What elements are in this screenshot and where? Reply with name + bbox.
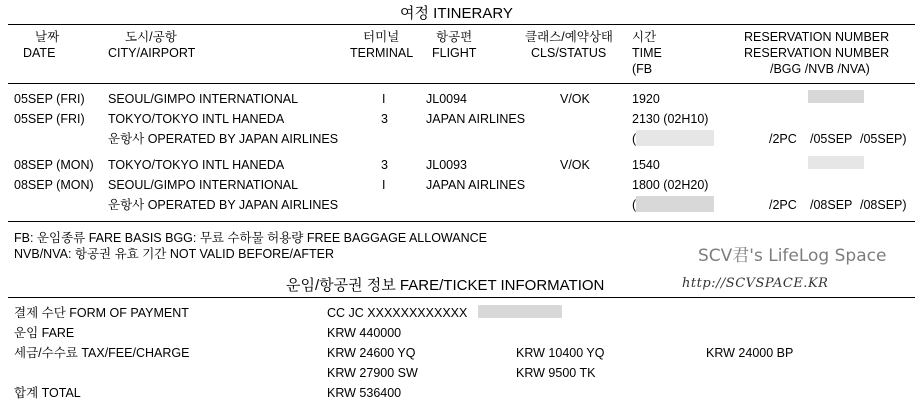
seg2-arr-terminal: I <box>382 178 386 192</box>
seg1-nva: /05SEP) <box>860 132 907 146</box>
title-divider <box>8 24 915 25</box>
header-date-ko: 날짜 <box>35 30 60 44</box>
header-divider <box>8 83 915 84</box>
seg1-status: V/OK <box>560 92 590 106</box>
tax-label: 세금/수수료 TAX/FEE/CHARGE <box>14 346 190 360</box>
header-time-ko: 시간 <box>632 30 657 44</box>
itinerary-title: 여정 ITINERARY <box>400 5 513 22</box>
seg1-flight: JL0094 <box>426 92 468 106</box>
seg1-reservation-redacted <box>808 90 864 103</box>
fare-value: KRW 440000 <box>327 326 402 340</box>
watermark-name: SCV君's LifeLog Space <box>698 246 887 266</box>
fare-title-divider <box>8 297 915 298</box>
payment-label: 결제 수단 FORM OF PAYMENT <box>14 306 189 320</box>
seg1-arr-time: 2130 (02H10) <box>632 112 709 126</box>
seg1-dep-date: 05SEP (FRI) <box>14 92 85 106</box>
header-time-fb: (FB <box>632 62 653 76</box>
seg2-dep-date: 08SEP (MON) <box>14 158 94 172</box>
seg2-dep-time: 1540 <box>632 158 660 172</box>
total-label: 합계 TOTAL <box>14 386 81 400</box>
tax-item-3: KRW 24000 BP <box>706 346 794 360</box>
seg2-airline: JAPAN AIRLINES <box>426 178 526 192</box>
seg2-nva: /08SEP) <box>860 198 907 212</box>
seg2-dep-terminal: 3 <box>381 158 388 172</box>
tax-item-1: KRW 24600 YQ <box>327 346 416 360</box>
seg1-nvb: /05SEP <box>810 132 853 146</box>
card-number-redacted <box>478 305 562 318</box>
seg2-status: V/OK <box>560 158 590 172</box>
seg2-baggage: /2PC <box>769 198 797 212</box>
seg2-flight: JL0093 <box>426 158 468 172</box>
seg2-arr-city: SEOUL/GIMPO INTERNATIONAL <box>108 178 299 192</box>
itinerary-bottom-divider <box>8 221 915 222</box>
header-flight-ko: 항공편 <box>436 30 473 44</box>
header-cls-ko: 클래스/예약상태 <box>525 30 613 44</box>
header-reservation-3: /BGG /NVB /NVA) <box>770 62 870 76</box>
tax-item-2: KRW 10400 YQ <box>516 346 605 360</box>
legend-line-2: NVB/NVA: 항공권 유효 기간 NOT VALID BEFORE/AFTER <box>14 247 334 261</box>
total-value: KRW 536400 <box>327 386 402 400</box>
seg1-dep-time: 1920 <box>632 92 660 106</box>
seg1-dep-city: SEOUL/GIMPO INTERNATIONAL <box>108 92 299 106</box>
seg1-fb-prefix: ( <box>632 132 637 146</box>
header-reservation-1: RESERVATION NUMBER <box>744 30 890 44</box>
seg1-fare-basis-redacted <box>636 130 714 146</box>
seg1-airline: JAPAN AIRLINES <box>426 112 526 126</box>
header-date-en: DATE <box>23 46 56 60</box>
seg2-operated-by: 운항사 OPERATED BY JAPAN AIRLINES <box>108 198 339 212</box>
seg2-reservation-redacted <box>808 156 864 169</box>
payment-value: CC JC XXXXXXXXXXXX <box>327 306 468 320</box>
tax-item-4: KRW 27900 SW <box>327 366 418 380</box>
header-city-en: CITY/AIRPORT <box>108 46 196 60</box>
seg1-baggage: /2PC <box>769 132 797 146</box>
header-terminal-en: TERMINAL <box>350 46 414 60</box>
seg2-arr-time: 1800 (02H20) <box>632 178 709 192</box>
header-flight-en: FLIGHT <box>432 46 477 60</box>
seg2-nvb: /08SEP <box>810 198 853 212</box>
tax-item-5: KRW 9500 TK <box>516 366 596 380</box>
watermark-url: http://SCVSPACE.KR <box>682 276 829 291</box>
seg1-arr-terminal: 3 <box>381 112 388 126</box>
fare-title: 운임/항공권 정보 FARE/TICKET INFORMATION <box>286 277 605 294</box>
header-terminal-ko: 터미널 <box>363 30 400 44</box>
seg2-fare-basis-redacted <box>636 196 714 212</box>
seg2-arr-date: 08SEP (MON) <box>14 178 94 192</box>
seg2-fb-prefix: ( <box>632 198 637 212</box>
seg2-dep-city: TOKYO/TOKYO INTL HANEDA <box>108 158 285 172</box>
legend-line-1: FB: 운임종류 FARE BASIS BGG: 무료 수하물 허용량 FREE BAGGAGE ALLOWANCE <box>14 231 487 245</box>
header-city-ko: 도시/공항 <box>125 30 177 44</box>
header-reservation-2: RESERVATION NUMBER <box>744 46 890 60</box>
seg1-arr-city: TOKYO/TOKYO INTL HANEDA <box>108 112 285 126</box>
seg1-arr-date: 05SEP (FRI) <box>14 112 85 126</box>
seg1-dep-terminal: I <box>382 92 386 106</box>
fare-label: 운임 FARE <box>14 326 75 340</box>
header-cls-en: CLS/STATUS <box>531 46 607 60</box>
header-time-en: TIME <box>632 46 662 60</box>
seg1-operated-by: 운항사 OPERATED BY JAPAN AIRLINES <box>108 132 339 146</box>
